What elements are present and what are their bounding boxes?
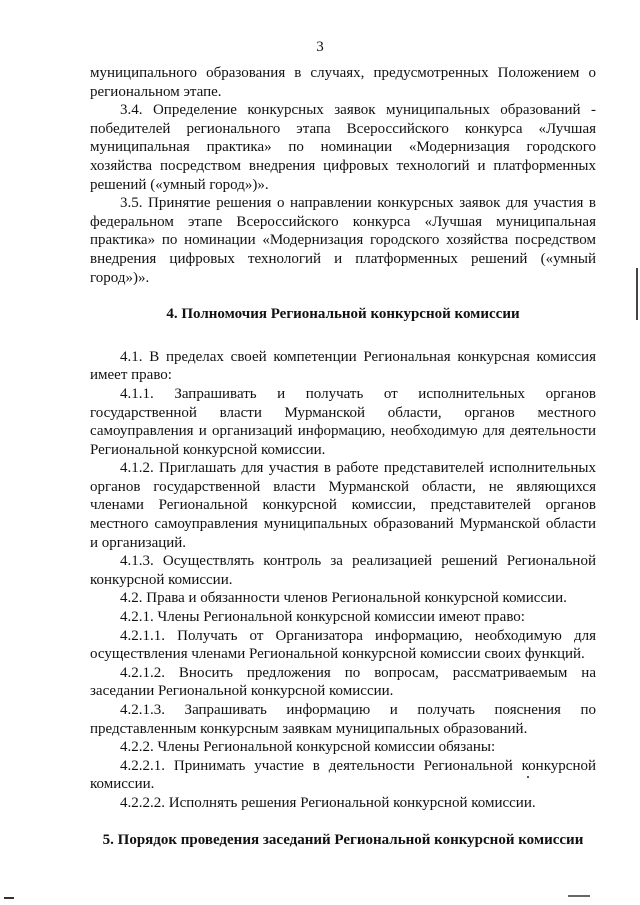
document-body [90, 64, 596, 849]
paragraph-4-2-1-3: 4.2.1.3. Запрашивать информацию и получать пояснения по представленным конкурсным заявкам муниципальных образований. [90, 702, 596, 737]
spacer [90, 287, 596, 305]
paragraph-4-2-1-2: 4.2.1.2. Вносить предложения по вопросам, рассматриваемым на заседании Региональной конкурсной комиссии. [90, 664, 596, 700]
paragraph-4-2-2-2: 4.2.2.2. Исполнять решения Региональной конкурсной комиссии. [120, 794, 536, 811]
paragraph-4-1: 4.1. В пределах своей компетенции Региональная конкурсная комиссия имеет право: [90, 348, 596, 384]
paragraph-4-2: 4.2. Права и обязанности членов Региональной конкурсной комиссии. [120, 590, 567, 607]
scan-corner-mark [568, 895, 590, 897]
paragraph-continuation: муниципального образования в случаях, предусмотренных Положением о региональном этапе. [90, 65, 596, 100]
page-number: 3 [316, 39, 324, 55]
paragraph-3-5: 3.5. Принятие решения о направлении конкурсных заявок для участия в федеральном этапе Всероссийского конкурса «Лучшая муниципальная практика» по номинации «Модернизация городского хозяйства посредством внедрения цифровых технологий и платформенных решений («умный город»)». [90, 195, 596, 286]
paragraph-4-2-1: 4.2.1. Члены Региональной конкурсной комиссии имеют право: [120, 609, 525, 626]
scan-corner-mark [4, 897, 14, 899]
paragraph-4-2-2: 4.2.2. Члены Региональной конкурсной комиссии обязаны: [120, 739, 496, 756]
scan-edge-mark [636, 268, 638, 320]
spacer [90, 324, 596, 348]
paragraph-4-1-3: 4.1.3. Осуществлять контроль за реализацией решений Региональной конкурсной комиссии. [90, 553, 596, 588]
spacer [90, 813, 596, 831]
paragraph-4-2-2-1: 4.2.2.1. Принимать участие в деятельности Региональной конкурсной комиссии. [90, 757, 596, 793]
scan-dot [527, 776, 529, 778]
paragraph-4-1-2: 4.1.2. Приглашать для участия в работе представителей исполнительных органов государственной власти Мурманской области, не являющихся членами Региональной конкурсной комиссии, представителей органов местного самоуправления муниципальных образований Мурманской области и организаций. [90, 460, 596, 551]
section-heading-5: 5. Порядок проведения заседаний Региональной конкурсной комиссии [102, 831, 584, 848]
paragraph-4-1-1: 4.1.1. Запрашивать и получать от исполнительных органов государственной власти Мурманской области, органов местного самоуправления и организаций информацию, необходимую для деятельности Региональной конкурсной комиссии. [90, 385, 596, 458]
section-heading-4: 4. Полномочия Региональной конкурсной комиссии [166, 306, 520, 323]
paragraph-3-4: 3.4. Определение конкурсных заявок муниципальных образований - победителей регионального этапа Всероссийского конкурса «Лучшая муниципальная практика» по номинации «Модернизация городского хозяйства посредством внедрения цифровых технологий и платформенных решений («умный город»)». [90, 102, 596, 193]
paragraph-4-2-1-1: 4.2.1.1. Получать от Организатора информацию, необходимую для осуществления членами Региональной конкурсной комиссии своих функций. [90, 627, 596, 663]
